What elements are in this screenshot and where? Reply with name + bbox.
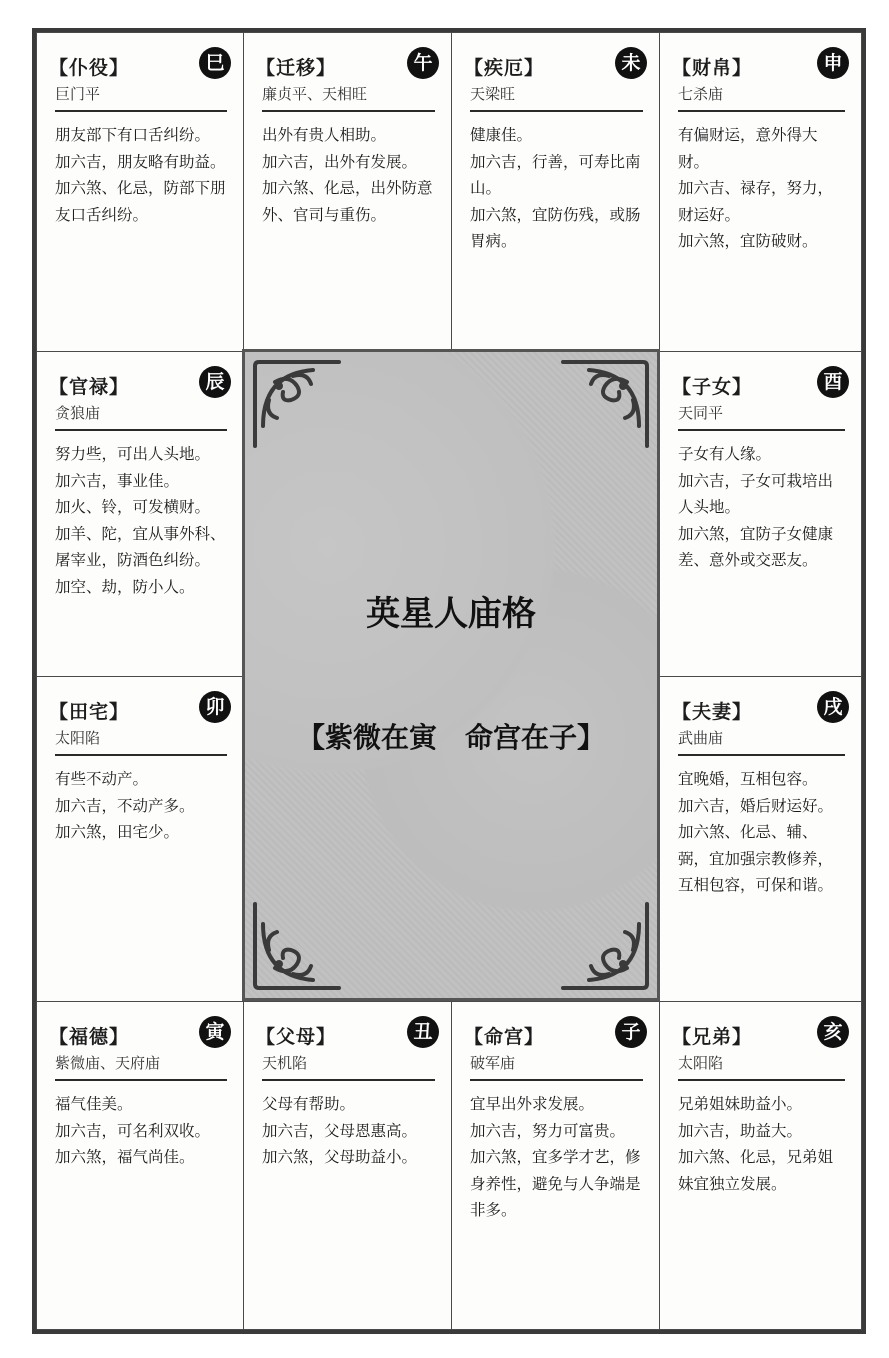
palace-tian-zhai [36,676,244,1002]
palace-stars: 七杀庙 [678,81,845,112]
palace-description [678,1091,845,1197]
palace-stars: 廉贞平、天相旺 [262,81,435,112]
corner-ornament-icon [249,356,345,452]
branch-badge: 酉 [817,366,849,398]
palace-name: 【财帛】 [672,57,753,79]
desc-line: 加六煞，宜防子女健康差、意外或交恶友。 [678,524,834,569]
palace-description [55,766,227,846]
palace-name: 【命宫】 [464,1026,545,1048]
desc-line: 努力些，可出人头地。 [55,445,211,463]
palace-stars: 太阳陷 [678,1050,845,1081]
branch-badge: 寅 [199,1016,231,1048]
branch-badge: 未 [615,47,647,79]
desc-line: 出外有贵人相助。 [262,126,387,144]
branch-badge: 午 [407,47,439,79]
palace-stars: 太阳陷 [55,725,227,756]
desc-line: 加六煞、化忌，兄弟姐妹宜独立发展。 [678,1148,834,1193]
palace-name: 【官禄】 [49,376,130,398]
desc-line: 加六煞，宜多学才艺，修身养性，避免与人争端是非多。 [470,1148,641,1219]
desc-line: 宜晚婚，互相包容。 [678,770,818,788]
palace-name: 【仆役】 [49,57,130,79]
chart-subtitle: 【紫微在寅 命宫在子】 [296,721,605,754]
desc-line: 加六吉，不动产多。 [55,796,195,815]
palace-name: 【迁移】 [256,57,337,79]
palace-ji-e [451,32,660,352]
palace-stars: 贪狼庙 [55,400,227,431]
palace-stars: 武曲庙 [678,725,845,756]
palace-stars: 破军庙 [470,1050,643,1081]
palace-stars: 天机陷 [262,1050,435,1081]
desc-line: 加六吉，助益大。 [678,1121,803,1140]
branch-badge: 巳 [199,47,231,79]
palace-fu-de [36,1001,244,1330]
center-panel [242,349,660,1001]
palace-description [55,441,227,600]
branch-badge: 亥 [817,1016,849,1048]
palace-description [55,1091,227,1171]
desc-line: 加六吉，朋友略有助益。 [55,152,226,171]
desc-line: 福气佳美。 [55,1095,133,1113]
desc-line: 加六吉，行善，可寿比南山。 [470,152,641,197]
desc-line: 加六煞，父母助益小。 [262,1148,418,1166]
desc-line: 加六吉，父母恩惠高。 [262,1121,418,1140]
palace-description [678,766,845,899]
palace-zi-nv [659,351,862,677]
branch-badge: 戌 [817,691,849,723]
desc-line: 加六煞，福气尚佳。 [55,1148,195,1166]
branch-badge: 卯 [199,691,231,723]
palace-fu-mu [243,1001,452,1330]
branch-badge: 丑 [407,1016,439,1048]
desc-line: 加六煞，宜防破财。 [678,232,818,250]
corner-ornament-icon [249,898,345,994]
desc-line: 加羊、陀，宜从事外科、屠宰业，防酒色纠纷。 [55,524,226,569]
palace-xiong-di [659,1001,862,1330]
desc-line: 加六吉，子女可栽培出人头地。 [678,471,834,516]
desc-line: 加六吉，出外有发展。 [262,152,418,171]
desc-line: 加六吉、禄存，努力，财运好。 [678,179,834,224]
desc-line: 健康佳。 [470,126,533,144]
desc-line: 加六煞，田宅少。 [55,823,180,841]
desc-line: 有些不动产。 [55,770,149,788]
branch-badge: 子 [615,1016,647,1048]
palace-qian-yi [243,32,452,352]
chart-title: 英星人庙格 [366,594,536,634]
desc-line: 宜早出外求发展。 [470,1095,595,1113]
desc-line: 有偏财运，意外得大财。 [678,126,818,171]
palace-description [55,122,227,228]
palace-description [678,441,845,574]
desc-line: 加六煞、化忌，防部下朋友口舌纠纷。 [55,179,226,224]
desc-line: 加六煞、化忌、辅、弼，宜加强宗教修养，互相包容，可保和谐。 [678,823,834,894]
desc-line: 加六吉，婚后财运好。 [678,796,834,815]
desc-line: 加六煞，宜防伤残，或肠胃病。 [470,205,641,250]
desc-line: 加空、劫，防小人。 [55,577,195,596]
palace-name: 【兄弟】 [672,1026,753,1048]
palace-fu-qi [659,676,862,1002]
palace-name: 【疾厄】 [464,57,545,79]
desc-line: 兄弟姐妹助益小。 [678,1095,803,1113]
desc-line: 父母有帮助。 [262,1095,356,1113]
palace-guan-lu [36,351,244,677]
palace-ming-gong [451,1001,660,1330]
palace-description [470,122,643,255]
palace-description [678,122,845,255]
palace-description [262,1091,435,1171]
palace-name: 【田宅】 [49,701,130,723]
branch-badge: 申 [817,47,849,79]
palace-stars: 天同平 [678,400,845,431]
palace-name: 【父母】 [256,1026,337,1048]
palace-name: 【福德】 [49,1026,130,1048]
desc-line: 加六煞、化忌，出外防意外、官司与重伤。 [262,179,433,224]
palace-stars: 紫微庙、天府庙 [55,1050,227,1081]
palace-name: 【子女】 [672,376,753,398]
desc-line: 子女有人缘。 [678,445,772,463]
palace-name: 【夫妻】 [672,701,753,723]
corner-ornament-icon [557,898,653,994]
desc-line: 朋友部下有口舌纠纷。 [55,126,211,144]
desc-line: 加火、铃，可发横财。 [55,498,211,516]
branch-badge: 辰 [199,366,231,398]
desc-line: 加六吉，事业佳。 [55,471,180,490]
palace-description [470,1091,643,1224]
desc-line: 加六吉，可名利双收。 [55,1121,211,1140]
palace-pu-yi [36,32,244,352]
palace-stars: 巨门平 [55,81,227,112]
palace-stars: 天梁旺 [470,81,643,112]
corner-ornament-icon [557,356,653,452]
palace-description [262,122,435,228]
desc-line: 加六吉，努力可富贵。 [470,1121,626,1140]
palace-cai-bo [659,32,862,352]
